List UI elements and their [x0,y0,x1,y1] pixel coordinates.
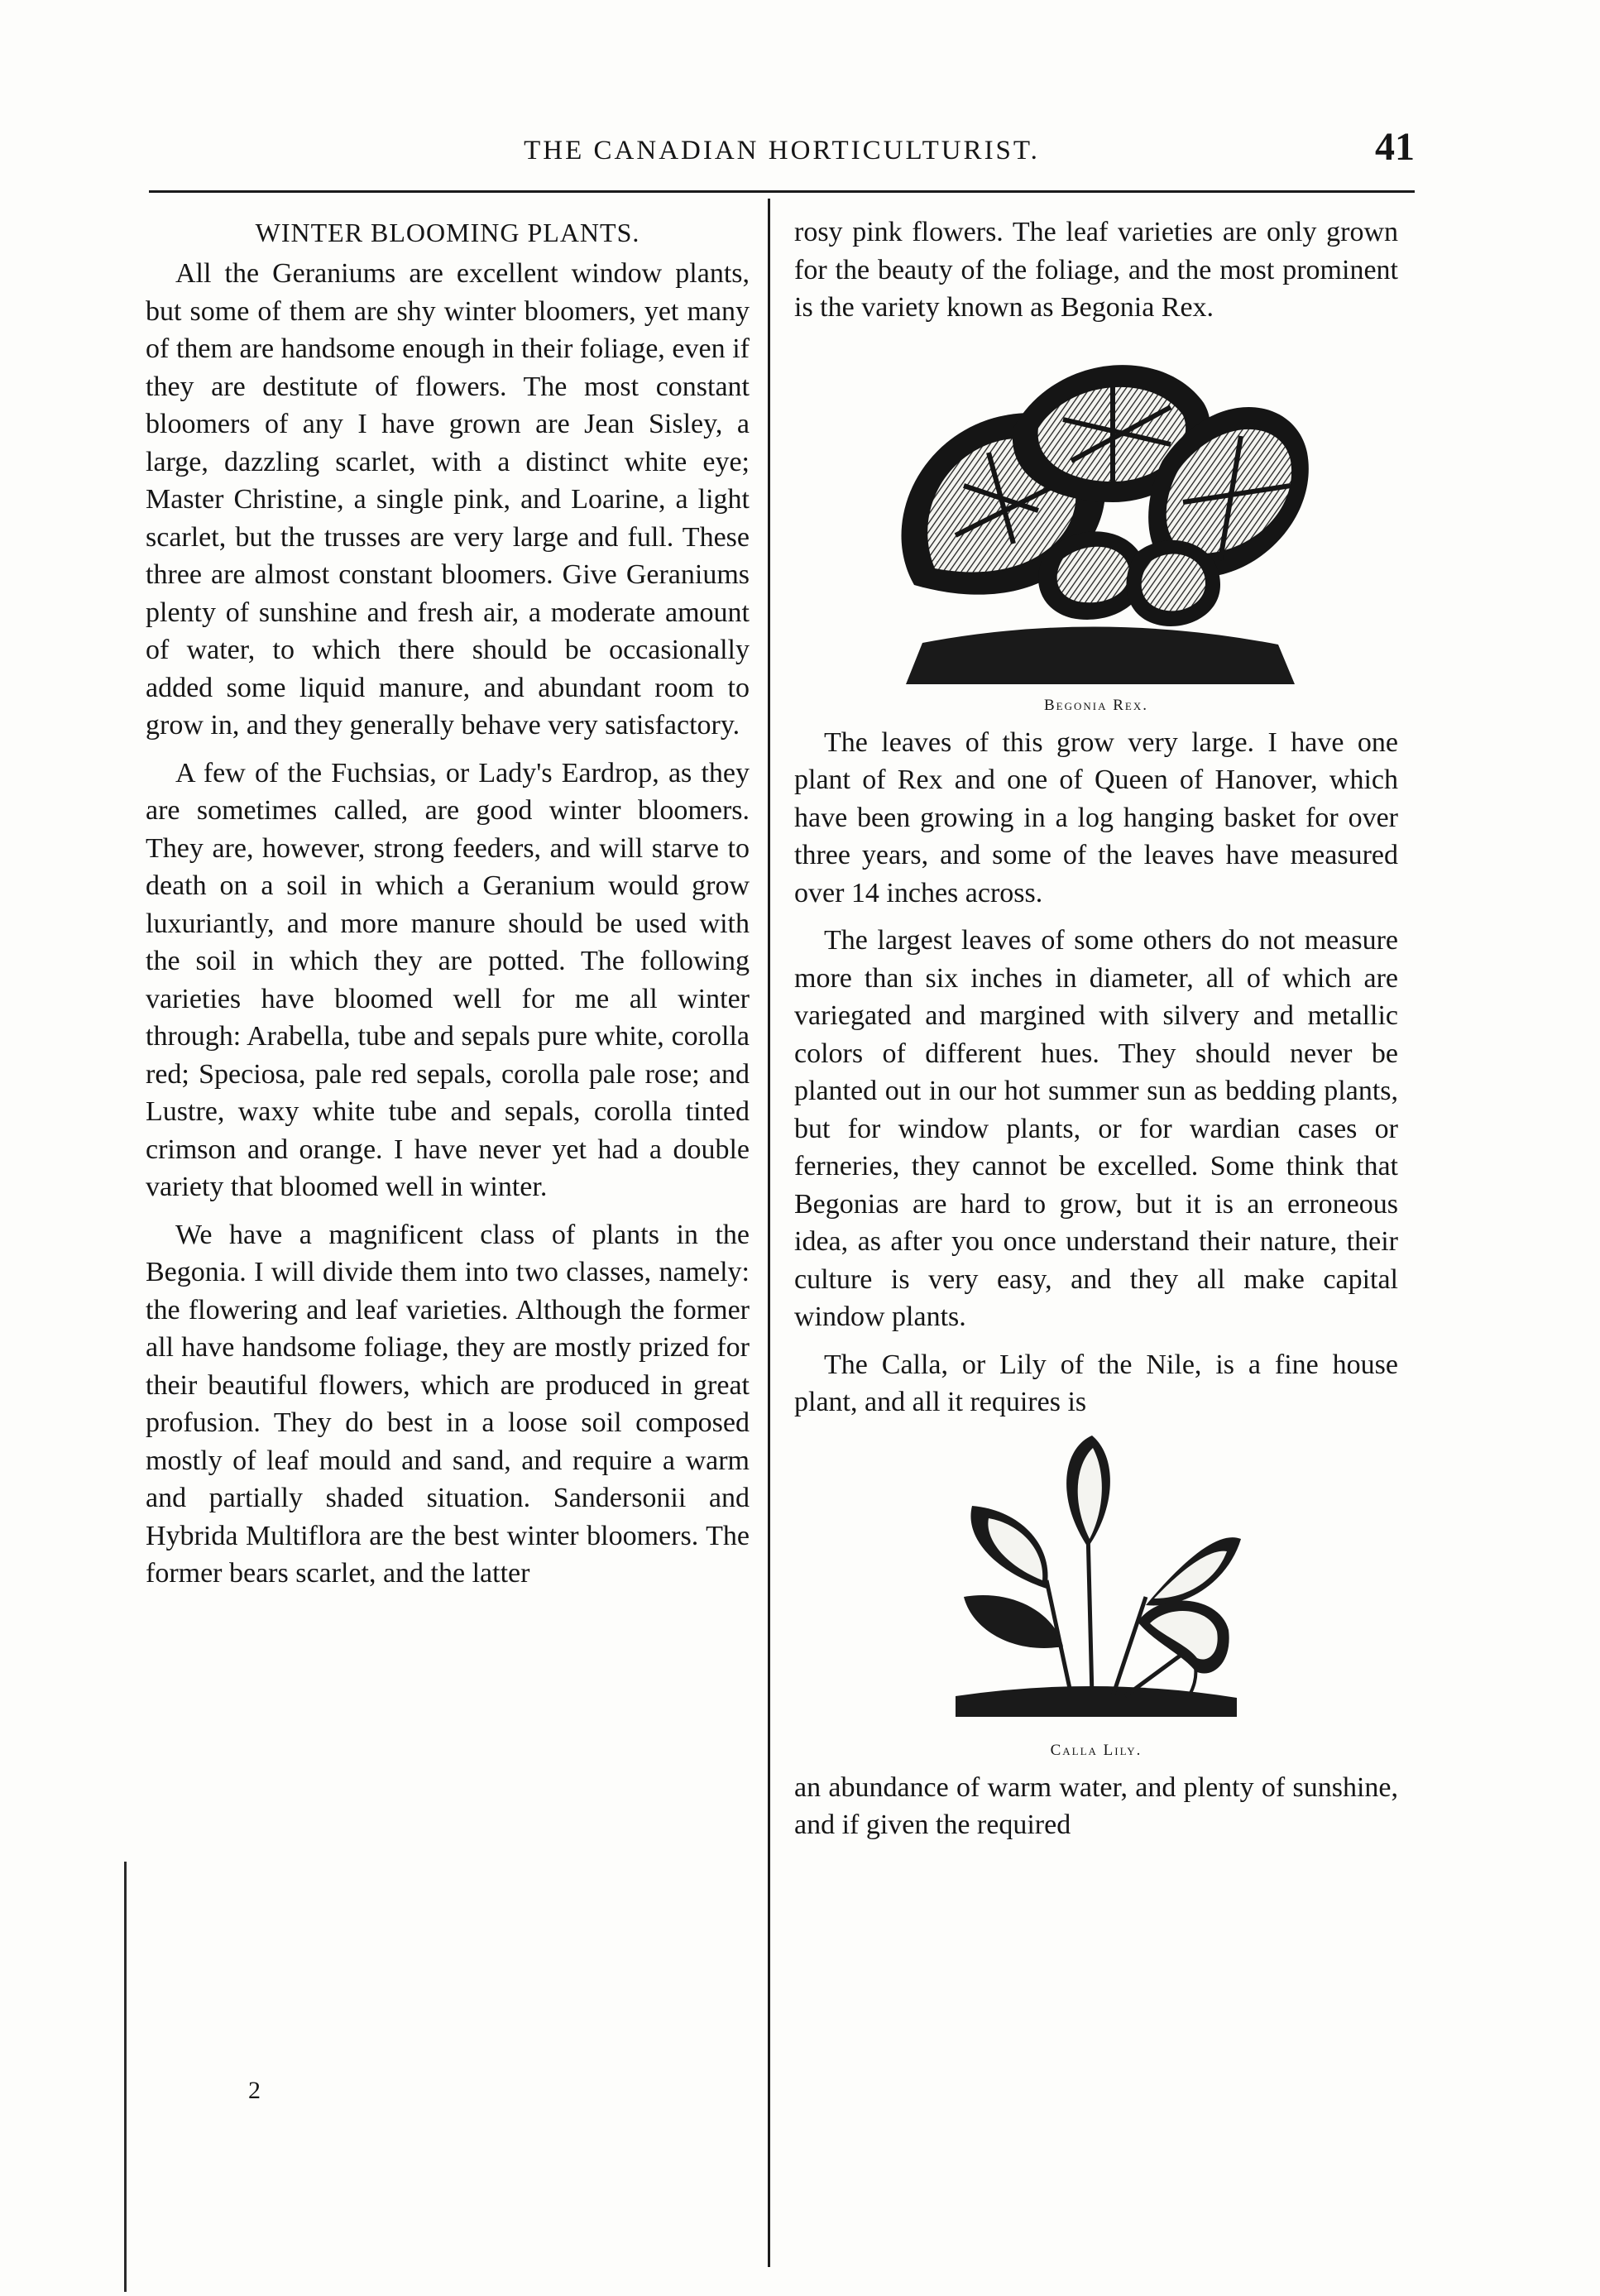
column-divider [768,199,770,2267]
header-rule [149,190,1415,193]
paragraph-continuation: rosy pink flowers. The leaf varieties are only grown for the beauty of the foliage, and the most prominent is the variety known as Begonia Rex. [794,217,1398,323]
right-column [794,213,1398,1854]
paragraph-geraniums: All the Geraniums are excellent window plants, but some of them are shy winter bloomers, yet many of them are handsome enough in their foliage, even if they are destitute of flowers. The most constant bloomers of any I have grown are Jean Sisley, a large, dazzling scarlet, with a distinct white eye; Master Christine, a single pink, and Loarine, a light scarlet, but the trusses are very large and full. These three are almost constant bloomers. Give Geraniums plenty of sunshine and fresh air, a moderate amount of water, to which there should be occasionally added some liquid manure, and abundant room to grow in, and they generally behave very satisfactory. [146,258,750,741]
paragraph-fuchsias: A few of the Fuchsias, or Lady's Eardrop, as they are sometimes called, are good winter bloomers. They are, however, strong feeders, and will starve to death on a soil in which a Geranium would grow luxuriantly, and more manure should be used with the soil in which they are potted. The following varieties have bloomed well for me all winter through: Arabella, tube and sepals pure white, corolla red; Speciosa, pale red sepals, corolla pale rose; and Lustre, waxy white tube and sepals, corolla tinted crimson and orange. I have never yet had a double variety that bloomed well in winter. [146,757,750,1202]
page-header [149,124,1415,182]
paragraph-begonias: We have a magnificent class of plants in the Begonia. I will divide them into two classes, namely: the flowering and leaf varieties. Although the former all have handsome foliage, they are mostly prized for their beautiful flowers, which are produced in great profusion. They do best in a loose soil composed mostly of leaf mould and sand, and require a warm and partially shaded situation. Sandersonii and Hybrida Multiflora are the best winter bloomers. The former bears scarlet, and the latter [146,1219,750,1589]
paragraph-rex-leaves: The leaves of this grow very large. I have one plant of Rex and one of Queen of Hanover, which have been growing in a log hanging basket for over three years, and some of the leaves have measured over 14 inches across. [794,726,1398,908]
page-number: 41 [1375,125,1415,169]
paragraph-calla: The Calla, or Lily of the Nile, is a fine house plant, and all it requires is [794,1349,1398,1417]
article-heading: WINTER BLOOMING PLANTS. [255,218,640,247]
binding-edge [124,1862,127,2292]
begonia-rex-figure [794,337,1398,716]
running-title: THE CANADIAN HORTICULTURIST. [524,136,1040,165]
calla-lily-figure [794,1431,1398,1761]
paragraph-largest-leaves: The largest leaves of some others do not measure more than six inches in diameter, all of which are variegated and margined with silvery and metallic colors of different hues. They should never be planted out in our hot summer sun as bedding plants, but for window plants, or for wardian cases or ferneries, they cannot be excelled. Some think that Begonias are hard to grow, but it is an erroneous idea, as after you once understand their nature, their culture is very easy, and they all make capital window plants. [794,925,1398,1332]
calla-lily-illustration [947,1431,1245,1738]
signature-mark: 2 [248,2077,261,2104]
paragraph-calla-continued: an abundance of warm water, and plenty of sunshine, and if given the required [794,1771,1398,1840]
left-column [146,213,750,1603]
begonia-rex-illustration [865,337,1328,693]
begonia-rex-caption: Begonia Rex. [1044,696,1148,714]
calla-lily-caption: Calla Lily. [1050,1741,1143,1759]
